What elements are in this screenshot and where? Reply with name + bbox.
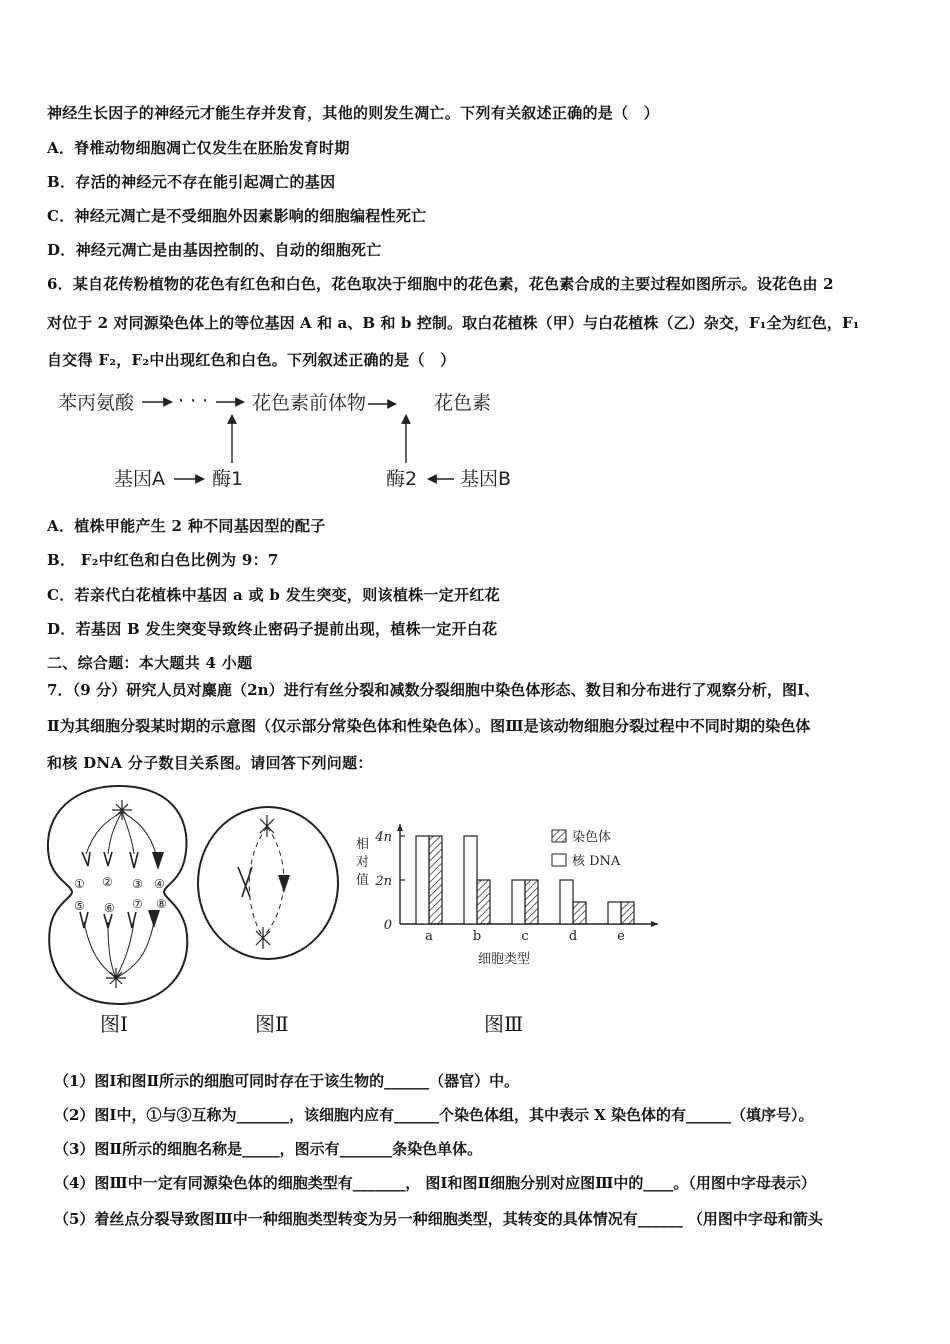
q6-option-d: D．若基因 B 发生突变导致终止密码子提前出现，植株一定开白花 — [47, 620, 498, 638]
q5-option-b: B．存活的神经元不存在能引起凋亡的基因 — [47, 173, 336, 191]
x-tick-label-c: c — [521, 929, 529, 944]
fig1-num-8: ⑧ — [156, 897, 167, 911]
gene-a-label: 基因A — [114, 468, 165, 490]
ylabel-char-3: 值 — [356, 873, 370, 888]
q6-stem-line1: 6．某自花传粉植物的花色有红色和白色，花色取决于细胞中的花色素，花色素合成的主要过程如图所示。设花色由 2 — [47, 275, 834, 293]
y-tick-label: 2n — [375, 874, 392, 889]
ylabel-char-1: 相 — [356, 837, 370, 852]
xlabel: 细胞类型 — [478, 952, 531, 967]
y-tick-label: 4n — [375, 830, 392, 845]
fig1-num-3: ③ — [132, 877, 143, 891]
figure-2-label: 图Ⅱ — [255, 1012, 289, 1036]
figure-3-chart — [352, 818, 672, 968]
legend-swatch-chromosome — [552, 830, 566, 842]
x-axis-arrow — [651, 921, 658, 927]
q5-stem-tail: 神经生长因子的神经元才能生存并发育，其他的则发生凋亡。下列有关叙述正确的是（ ） — [47, 104, 660, 122]
bar-dna-c — [512, 880, 525, 924]
ellipsis: · · · — [178, 390, 209, 412]
q6-stem-line3: 自交得 F₂，F₂中出现红色和白色。下列叙述正确的是（ ） — [47, 351, 456, 369]
figure-1-label: 图Ⅰ — [100, 1012, 128, 1036]
bar-dna-a — [416, 836, 429, 924]
figure-1-cell — [44, 782, 194, 1012]
fig1-num-6: ⑥ — [104, 901, 115, 915]
x-tick-label-d: d — [568, 929, 578, 944]
q6-option-b: B． F₂中红色和白色比例为 9：7 — [47, 551, 279, 569]
y-axis-arrow — [397, 824, 403, 831]
substrate-label: 苯丙氨酸 — [58, 392, 135, 414]
precursor-label: 花色素前体物 — [252, 392, 367, 414]
q7-stem-line3: 和核 DNA 分子数目关系图。请回答下列问题： — [47, 754, 373, 772]
pigment-label: 花色素 — [434, 392, 492, 414]
bar-chromosome-e — [621, 902, 634, 924]
bar-chromosome-b — [477, 880, 490, 924]
fig1-num-5: ⑤ — [74, 899, 85, 913]
bar-dna-d — [560, 880, 573, 924]
q6-option-a: A．植株甲能产生 2 种不同基因型的配子 — [47, 517, 326, 535]
q7-stem-line1: 7．（9 分）研究人员对麋鹿（2n）进行有丝分裂和减数分裂细胞中染色体形态、数目和分布进行了观察分析，图Ⅰ、 — [47, 681, 820, 699]
enzyme1-label: 酶1 — [212, 468, 244, 490]
legend-dna: 核 DNA — [572, 854, 621, 869]
fig1-num-1: ① — [74, 877, 85, 891]
q6-option-c: C．若亲代白花植株中基因 a 或 b 发生突变，则该植株一定开红花 — [47, 586, 500, 604]
fig1-num-7: ⑦ — [132, 897, 143, 911]
q5-option-a: A．脊椎动物细胞凋亡仅发生在胚胎发育时期 — [47, 139, 350, 157]
legend-swatch-dna — [552, 854, 566, 866]
bar-dna-e — [608, 902, 621, 924]
x-tick-label-b: b — [472, 929, 482, 944]
x-tick-label-a: a — [425, 929, 433, 944]
q6-stem-line2: 对位于 2 对同源染色体上的等位基因 A 和 a、B 和 b 控制。取白花植株（甲）与白花植株（乙）杂交，F₁全为红色，F₁ — [47, 314, 860, 332]
q5-option-c: C．神经元凋亡是不受细胞外因素影响的细胞编程性死亡 — [47, 207, 427, 225]
pathway-diagram — [50, 385, 520, 495]
bar-dna-b — [464, 836, 477, 924]
q7-sub-5: （5）着丝点分裂导致图Ⅲ中一种细胞类型转变为另一种细胞类型，其转变的具体情况有______ （用图中字母和箭头 — [54, 1210, 823, 1228]
q5-option-d: D．神经元凋亡是由基因控制的、自动的细胞死亡 — [47, 241, 382, 259]
q7-sub-2: （2）图Ⅰ中，①与③互称为_______，该细胞内应有______个染色体组，其中表示 X 染色体的有______（填序号）。 — [54, 1106, 814, 1124]
fig1-num-4: ④ — [154, 877, 165, 891]
y-tick-label: 0 — [383, 918, 392, 933]
legend-chromosome: 染色体 — [572, 830, 612, 845]
ylabel-char-2: 对 — [356, 855, 370, 870]
x-tick-label-e: e — [617, 929, 625, 944]
q7-sub-3: （3）图Ⅱ所示的细胞名称是_____，图示有_______条染色单体。 — [54, 1140, 483, 1158]
bar-chromosome-c — [525, 880, 538, 924]
figure-2-cell — [194, 797, 344, 967]
enzyme2-label: 酶2 — [386, 468, 418, 490]
bar-chromosome-a — [429, 836, 442, 924]
section-heading: 二、综合题：本大题共 4 小题 — [47, 654, 253, 672]
q7-sub-4: （4）图Ⅲ中一定有同源染色体的细胞类型有_______， 图Ⅰ和图Ⅱ细胞分别对应图Ⅲ中的____。（用图中字母表示） — [54, 1174, 816, 1192]
q7-stem-line2: Ⅱ为其细胞分裂某时期的示意图（仅示部分常染色体和性染色体）。图Ⅲ是该动物细胞分裂过程中不同时期的染色体 — [47, 717, 811, 735]
fig1-num-2: ② — [102, 875, 113, 889]
gene-b-label: 基因B — [460, 468, 512, 490]
bar-chromosome-d — [573, 902, 586, 924]
q7-sub-1: （1）图Ⅰ和图Ⅱ所示的细胞可同时存在于该生物的______（器官）中。 — [54, 1072, 520, 1090]
figure-3-label: 图Ⅲ — [484, 1012, 524, 1036]
